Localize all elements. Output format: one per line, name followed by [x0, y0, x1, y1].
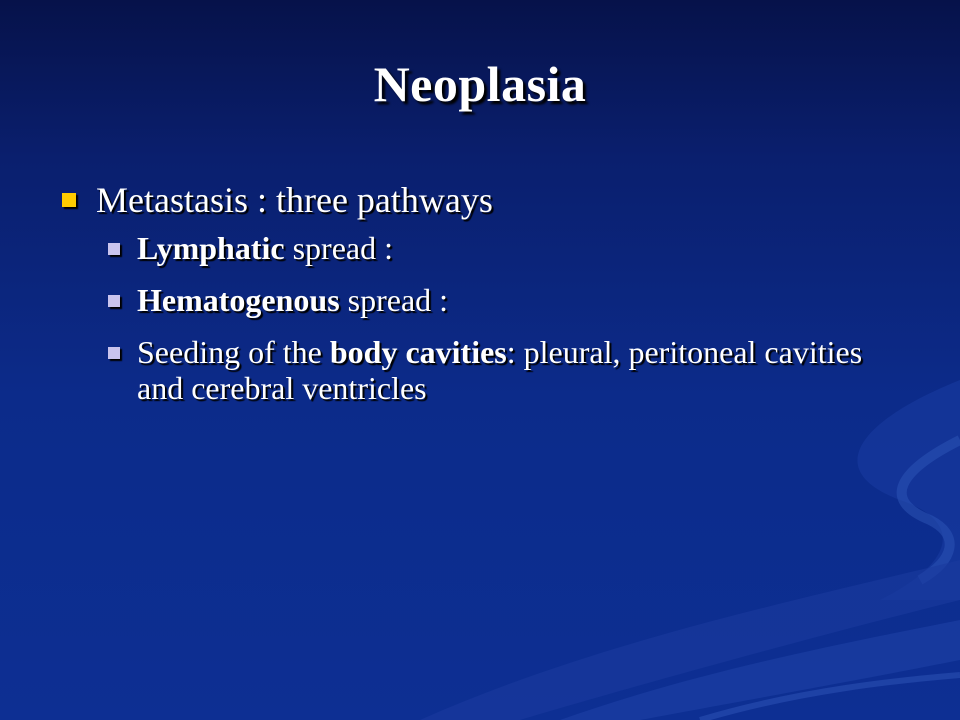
sub-bullet-list — [62, 230, 882, 406]
sub-bullet-bold-term: Lymphatic — [137, 230, 285, 266]
sub-bullet-seeding — [108, 334, 882, 406]
sub-bullet-lead-text: Seeding of the — [137, 334, 330, 370]
sub-bullet-text: : pleural, peritoneal cavities and cerebral ventricles — [137, 334, 863, 406]
bullet-level1 — [62, 176, 882, 224]
sub-bullet-text: spread : — [339, 282, 449, 318]
sub-bullet-lymphatic — [108, 230, 882, 266]
sub-bullet-bold-term: Hematogenous — [137, 282, 340, 318]
sub-bullet-text: spread : — [284, 230, 393, 266]
slide-title: Neoplasia — [373, 56, 587, 112]
square-bullet-icon — [108, 243, 120, 255]
square-bullet-icon — [62, 193, 76, 207]
slide-content — [62, 176, 882, 422]
sub-bullet-hematogenous — [108, 282, 882, 318]
square-bullet-icon — [108, 295, 120, 307]
bullet-text: Metastasis : three pathways — [96, 180, 493, 220]
sub-bullet-bold-term: body cavities — [329, 334, 507, 370]
square-bullet-icon — [108, 347, 120, 359]
